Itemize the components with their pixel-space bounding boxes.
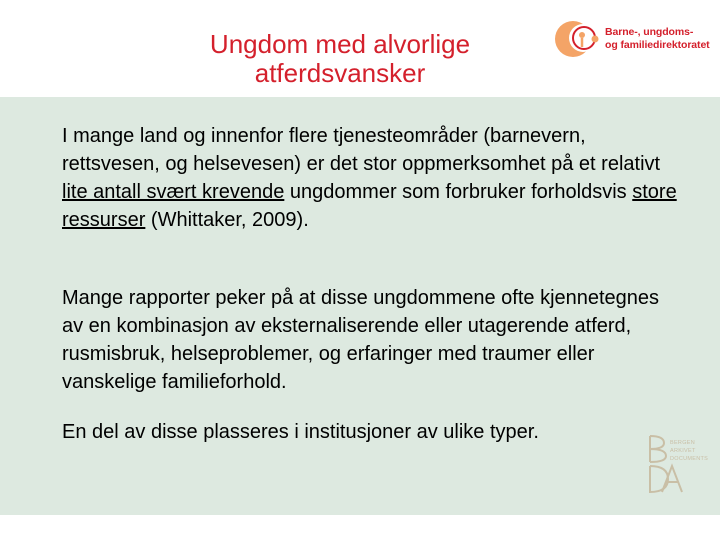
slide-title: Ungdom med alvorlige atferdsvansker	[209, 29, 471, 88]
logo-line-2: og familiedirektoratet	[605, 39, 710, 51]
bufdir-logo	[553, 18, 713, 62]
watermark-line-3: DOCUMENTS	[670, 456, 709, 462]
archive-watermark	[644, 432, 716, 496]
logo-text	[605, 26, 715, 52]
p1-underlined-b: store ressurser	[62, 181, 677, 231]
watermark-line-2: ARKIVET	[670, 448, 696, 454]
paragraph-3: En del av disse plasseres i institusjoner av ulike typer.	[62, 421, 539, 443]
watermark-line-1: BERGEN	[670, 440, 696, 446]
p1-underlined-a: lite antall svært krevende	[62, 181, 285, 203]
p1-text-a: I mange land og innenfor flere tjenesteområder (barnevern, rettsvesen, og helsevesen) er det stor oppmerksomhet på et relativt	[62, 125, 661, 175]
slide-header	[0, 0, 720, 97]
logo-line-1: Barne-, ungdoms-	[605, 26, 694, 38]
paragraph-2: Mange rapporter peker på at disse ungdommene ofte kjennetegnes av en kombinasjon av eksternaliserende eller utagerende atferd, rusmisbruk, helseproblemer, og erfaringer med traumer eller vanskelige familieforhold.	[62, 287, 660, 393]
slide-content	[0, 97, 720, 515]
p1-text-b: ungdommer som forbruker forholdsvis	[284, 181, 633, 203]
p1-text-c: (Whittaker, 2009).	[145, 209, 309, 231]
paragraph-1	[62, 122, 682, 234]
bufdir-logo-icon	[553, 18, 603, 62]
